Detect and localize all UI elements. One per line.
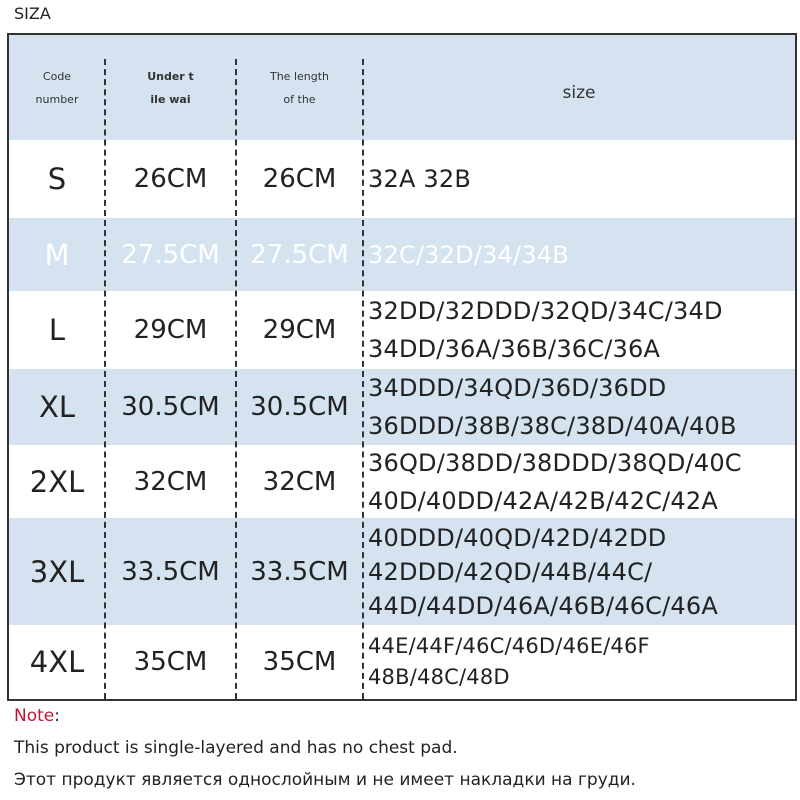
table-row [9,218,795,291]
row-sizes [363,218,795,291]
header-code-line2: number [35,92,79,106]
row-length-measure: 35CM [262,647,337,677]
row-sizes [363,445,795,518]
header-length-line2: of the [283,92,316,106]
row-under-measure: 32CM [133,466,208,497]
row-code: 4XL [29,645,85,679]
header-under-line1: Under t [147,69,194,83]
column-divider [104,59,106,699]
header-code-line1: Code [42,69,72,83]
row-length-measure: 26CM [262,164,337,194]
row-under-measure: 26CM [133,164,208,194]
size-line: 40DDD/40QD/42D/42DD [368,523,667,552]
header-under-line2: ile wai [150,92,191,106]
row-under-measure: 35CM [133,647,208,677]
row-sizes [363,518,795,625]
size-line: 32DD/32DDD/32QD/34C/34D [368,297,723,325]
row-code: XL [38,390,76,424]
column-divider [235,59,237,699]
size-line: 44D/44DD/46A/46B/46C/46A [368,591,718,620]
note-russian-text: Этот продукт является однослойным и не имеет накладки на груди. [14,770,636,790]
table-header-row [9,35,795,140]
size-line: 32C/32D/34/34B [368,240,569,269]
size-line: 44E/44F/46C/46D/46E/46F [368,634,650,658]
header-length [236,35,363,140]
size-line: 34DD/36A/36B/36C/36A [368,335,661,363]
row-code: 2XL [29,464,85,499]
row-sizes [363,625,795,699]
header-length-line1: The length [269,69,330,83]
row-code: M [44,237,70,272]
row-length-measure: 30.5CM [250,392,349,422]
header-code-number [9,35,105,140]
table-row [9,369,795,445]
table-row [9,625,795,699]
size-line: 36DDD/38B/38C/38D/40A/40B [368,412,737,440]
row-under-measure: 33.5CM [121,556,220,587]
note-label [14,706,60,726]
table-row [9,445,795,518]
note-colon: : [54,706,60,726]
table-row [9,518,795,625]
size-table [7,33,797,701]
row-sizes [363,291,795,369]
size-line: 36QD/38DD/38DDD/38QD/40C [368,448,742,477]
size-line: 48B/48C/48D [368,665,510,689]
note-label-text: Note [14,706,55,726]
row-length-measure: 29CM [262,315,337,345]
header-size: size [562,83,596,103]
row-length-measure: 33.5CM [250,556,349,587]
row-length-measure: 32CM [262,466,337,497]
page-title: SIZA [14,4,51,23]
row-sizes [363,140,795,218]
row-under-measure: 29CM [133,315,208,345]
column-divider [362,59,364,699]
size-line: 40D/40DD/42A/42B/42C/42A [368,486,718,515]
row-under-measure: 27.5CM [121,239,220,270]
row-under-measure: 30.5CM [121,392,220,422]
row-code: L [48,313,66,347]
row-length-measure: 27.5CM [250,239,349,270]
size-line: 34DDD/34QD/36D/36DD [368,374,667,402]
row-code: S [47,162,67,196]
header-under-waist [105,35,236,140]
size-line: 42DDD/42QD/44B/44C/ [368,557,653,586]
table-row [9,291,795,369]
size-line: 32A 32B [368,165,471,193]
row-code: 3XL [29,554,85,589]
table-row [9,140,795,218]
row-sizes [363,369,795,445]
note-english-text: This product is single-layered and has no chest pad. [14,738,458,758]
